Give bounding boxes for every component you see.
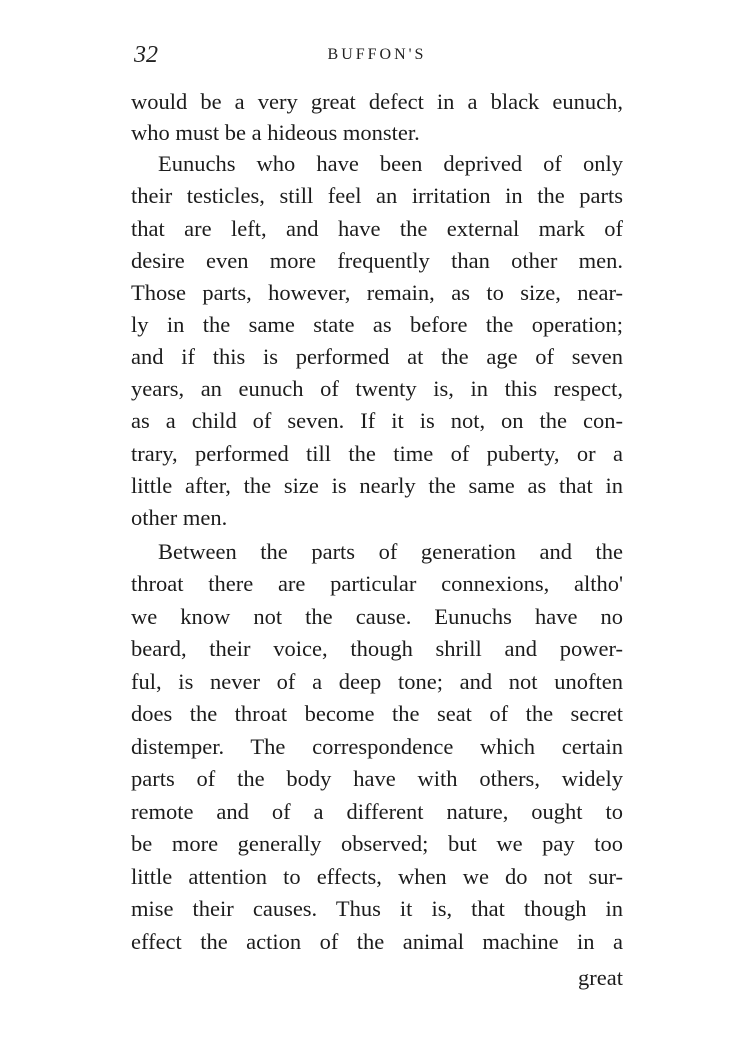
text-line: be more generally observed; but we pay too — [131, 831, 623, 856]
text-line: we know not the cause. Eunuchs have no — [131, 604, 623, 629]
text-line: throat there are particular connexions, altho' — [131, 571, 623, 596]
text-line: Those parts, however, remain, as to size, near- — [131, 280, 623, 305]
text-line: parts of the body have with others, widely — [131, 766, 623, 791]
text-line: as a child of seven. If it is not, on the con- — [131, 408, 623, 433]
text-line: distemper. The correspondence which certain — [131, 734, 623, 759]
text-line: effect the action of the animal machine in a — [131, 929, 623, 954]
catchword: great — [578, 965, 623, 990]
text-line: trary, performed till the time of puberty, or a — [131, 441, 623, 466]
text-line: ly in the same state as before the operation; — [131, 312, 623, 337]
text-line: ful, is never of a deep tone; and not unoften — [131, 669, 623, 694]
text-line: mise their causes. Thus it is, that though in — [131, 896, 623, 921]
text-line: would be a very great defect in a black eunuch, — [131, 89, 623, 114]
text-line: remote and of a different nature, ought to — [131, 799, 623, 824]
running-head: BUFFON'S — [327, 46, 427, 63]
text-line: does the throat become the seat of the secret — [131, 701, 623, 726]
text-line: other men. — [131, 505, 228, 530]
text-line: their testicles, still feel an irritation in the parts — [131, 183, 623, 208]
text-line: Between the parts of generation and the — [158, 539, 623, 564]
text-line: that are left, and have the external mark of — [131, 216, 623, 241]
text-line: little attention to effects, when we do not sur- — [131, 864, 623, 889]
page-header — [131, 38, 623, 78]
text-line: desire even more frequently than other men. — [131, 248, 623, 273]
text-line: who must be a hideous monster. — [131, 120, 420, 145]
text-line: little after, the size is nearly the same as that in — [131, 473, 623, 498]
text-line: beard, their voice, though shrill and power- — [131, 636, 623, 661]
page-number: 32 — [134, 42, 158, 68]
text-line: and if this is performed at the age of seven — [131, 344, 623, 369]
text-line: Eunuchs who have been deprived of only — [158, 151, 623, 176]
text-line: years, an eunuch of twenty is, in this respect, — [131, 376, 623, 401]
